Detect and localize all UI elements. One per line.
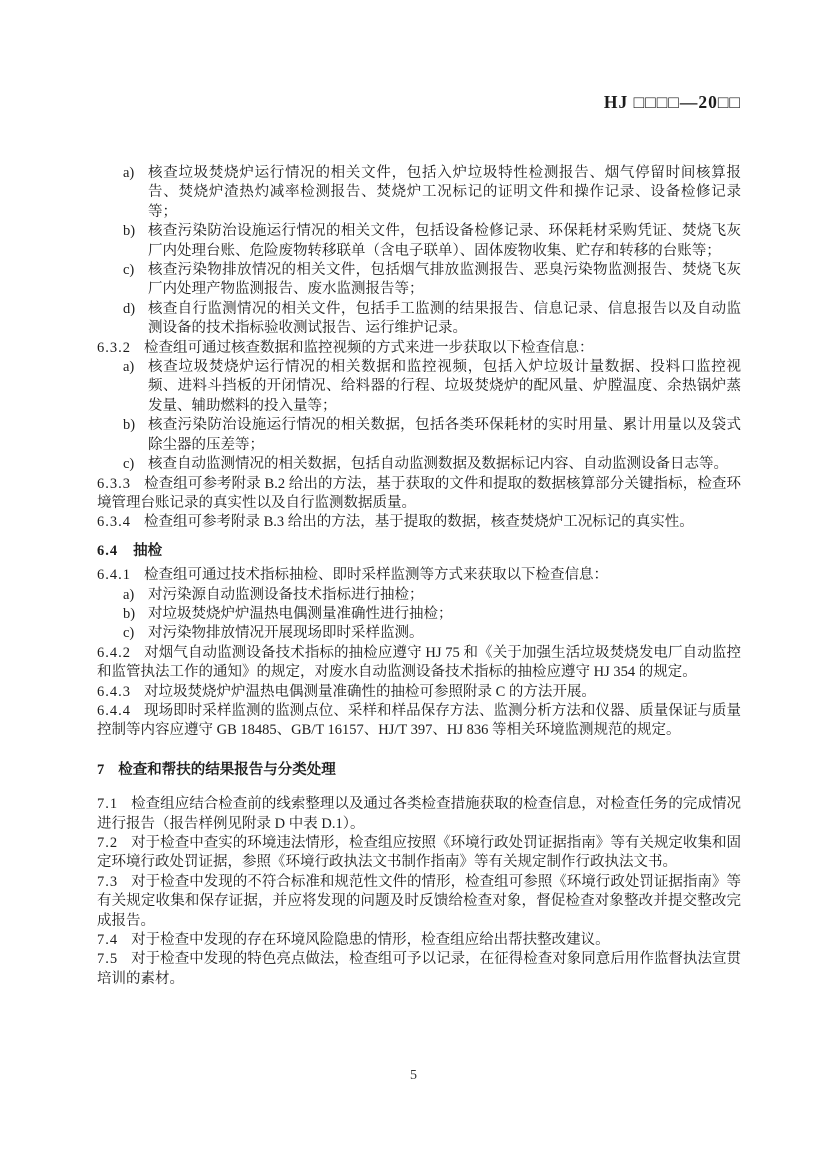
list-item — [97, 164, 741, 222]
list-item-label: c) — [123, 625, 135, 642]
list-item — [97, 358, 741, 416]
clause-7-4 — [97, 931, 741, 950]
clause-number: 6.3.3 — [97, 475, 131, 492]
list-item — [97, 455, 741, 474]
list-item-text: 核查自行监测情况的相关文件，包括手工监测的结果报告、信息记录、信息报告以及自动监测设备的技术指标验收测试报告、运行维护记录。 — [148, 300, 741, 337]
clause-6-4-1 — [97, 566, 741, 585]
list-item — [97, 416, 741, 455]
list-item-label: a) — [123, 359, 135, 376]
list-item — [97, 605, 741, 624]
clause-6-3-2 — [97, 339, 741, 358]
list-item-text: 对污染源自动监测设备技术指标进行抽检； — [148, 586, 424, 603]
clause-6-4-4 — [97, 702, 741, 741]
list-item-text: 对垃圾焚烧炉炉温热电偶测量准确性进行抽检； — [148, 605, 453, 622]
clause-text: 检查组应结合检查前的线索整理以及通过各类检查措施获取的检查信息，对检查任务的完成情况进行报告（报告样例见附录 D 中表 D.1）。 — [97, 796, 741, 832]
clause-text: 对于检查中发现的特色亮点做法，检查组可予以记录，在征得检查对象同意后用作监督执法宣贯培训的素材。 — [97, 951, 741, 987]
list-item-text: 核查污染防治设施运行情况的相关数据，包括各类环保耗材的实时用量、累计用量以及袋式除尘器的压差等； — [148, 417, 741, 453]
list-item-label: d) — [123, 300, 136, 317]
clause-6-3-4 — [97, 513, 741, 532]
section-number: 7 — [97, 761, 105, 778]
clause-text: 检查组可参考附录 B.3 给出的方法，基于提取的数据，核查焚烧炉工况标记的真实性。 — [144, 514, 694, 531]
clause-6-3-3 — [97, 475, 741, 514]
clause-text: 对于检查中查实的环境违法情形，检查组应按照《环境行政处罚证据指南》等有关规定收集和固定环境行政处罚证据，参照《环境行政执法文书制作指南》等有关规定制作行政执法文书。 — [97, 835, 741, 871]
clause-7-3 — [97, 873, 741, 931]
clause-number: 6.4.1 — [97, 567, 131, 584]
clause-number: 6.3.4 — [97, 514, 131, 531]
list-item — [97, 300, 741, 339]
section-heading-7 — [97, 761, 741, 780]
clause-7-5 — [97, 950, 741, 989]
list-item-text: 核查自动监测情况的相关数据，包括自动监测数据及数据标记内容、自动监测设备日志等。 — [148, 456, 728, 473]
clause-number: 6.4.3 — [97, 683, 131, 700]
clause-text: 检查组可参考附录 B.2 给出的方法，基于获取的文件和提取的数据核算部分关键指标，检查环境管理台账记录的真实性以及自行监测数据质量。 — [97, 475, 741, 511]
list-item-label: b) — [123, 605, 136, 622]
doc-code-header: HJ □□□□—20□□ — [603, 92, 741, 112]
list-item-label: c) — [123, 262, 135, 279]
clause-number: 7.4 — [97, 932, 119, 949]
clause-6-4-3 — [97, 683, 741, 702]
clause-number: 7.5 — [97, 951, 119, 968]
clause-number: 7.1 — [97, 796, 119, 813]
clause-text: 现场即时采样监测的监测点位、采样和样品保存方法、监测分析方法和仪器、质量保证与质量控制等内容应遵守 GB 18485、GB/T 16157、HJ/T 397、HJ 836 等相关环境监测规范的规定。 — [97, 702, 741, 739]
list-item-text: 核查污染防治设施运行情况的相关文件，包括设备检修记录、环保耗材采购凭证、焚烧飞灰厂内处理台账、危险废物转移联单（含电子联单）、固体废物收集、贮存和转移的台账等； — [148, 223, 741, 259]
list-item-label: c) — [123, 456, 135, 473]
list-item — [97, 624, 741, 643]
section-title: 抽检 — [133, 542, 163, 559]
section-heading-6-4 — [97, 542, 741, 561]
clause-text: 检查组可通过技术指标抽检、即时采样监测等方式来获取以下检查信息： — [144, 567, 608, 584]
clause-text: 对于检查中发现的不符合标准和规范性文件的情形，检查组可参照《环境行政处罚证据指南》等有关规定收集和保存证据，并应将发现的问题及时反馈给检查对象，督促检查对象整改并提交整改完成报告。 — [97, 873, 741, 929]
section-number: 6.4 — [97, 542, 119, 559]
clause-number: 6.3.2 — [97, 339, 131, 356]
list-item — [97, 222, 741, 261]
list-item-text: 核查垃圾焚烧炉运行情况的相关文件，包括入炉垃圾特性检测报告、烟气停留时间核算报告、焚烧炉渣热灼减率检测报告、焚烧炉工况标记的证明文件和操作记录、设备检修记录等； — [148, 165, 741, 220]
list-item-text: 对污染物排放情况开展现场即时采样监测。 — [148, 625, 424, 642]
list-item-label: b) — [123, 417, 136, 434]
list-item — [97, 586, 741, 605]
clause-6-4-2 — [97, 644, 741, 683]
clause-number: 6.4.2 — [97, 644, 131, 661]
clause-text: 检查组可通过核查数据和监控视频的方式来进一步获取以下检查信息： — [144, 339, 594, 356]
list-item-label: a) — [123, 586, 135, 603]
clause-7-1 — [97, 795, 741, 834]
list-item-label: a) — [123, 165, 135, 181]
clause-number: 6.4.4 — [97, 702, 131, 719]
document-body — [97, 164, 741, 989]
list-item-text: 核查污染物排放情况的相关文件，包括烟气排放监测报告、恶臭污染物监测报告、焚烧飞灰厂内处理产物监测报告、废水监测报告等； — [148, 262, 741, 298]
clause-number: 7.2 — [97, 835, 119, 851]
clause-text: 对垃圾焚烧炉炉温热电偶测量准确性的抽检可参照附录 C 的方法开展。 — [144, 683, 596, 700]
page-number: 5 — [410, 1068, 417, 1083]
clause-number: 7.3 — [97, 873, 119, 890]
clause-text: 对烟气自动监测设备技术指标的抽检应遵守 HJ 75 和《关于加强生活垃圾焚烧发电厂自动监控和监管执法工作的通知》的规定，对废水自动监测设备技术指标的抽检应遵守 HJ 354 的规定。 — [97, 644, 741, 681]
clause-text: 对于检查中发现的存在环境风险隐患的情形，检查组应给出帮扶整改建议。 — [131, 932, 610, 949]
list-item — [97, 261, 741, 300]
list-item-text: 核查垃圾焚烧炉运行情况的相关数据和监控视频，包括入炉垃圾计量数据、投料口监控视频、进料斗挡板的开闭情况、给料器的行程、垃圾焚烧炉的配风量、炉膛温度、余热锅炉蒸发量、辅助燃料的投入量等； — [148, 359, 741, 414]
section-title: 检查和帮扶的结果报告与分类处理 — [118, 761, 336, 778]
list-item-label: b) — [123, 223, 136, 240]
clause-7-2 — [97, 834, 741, 873]
